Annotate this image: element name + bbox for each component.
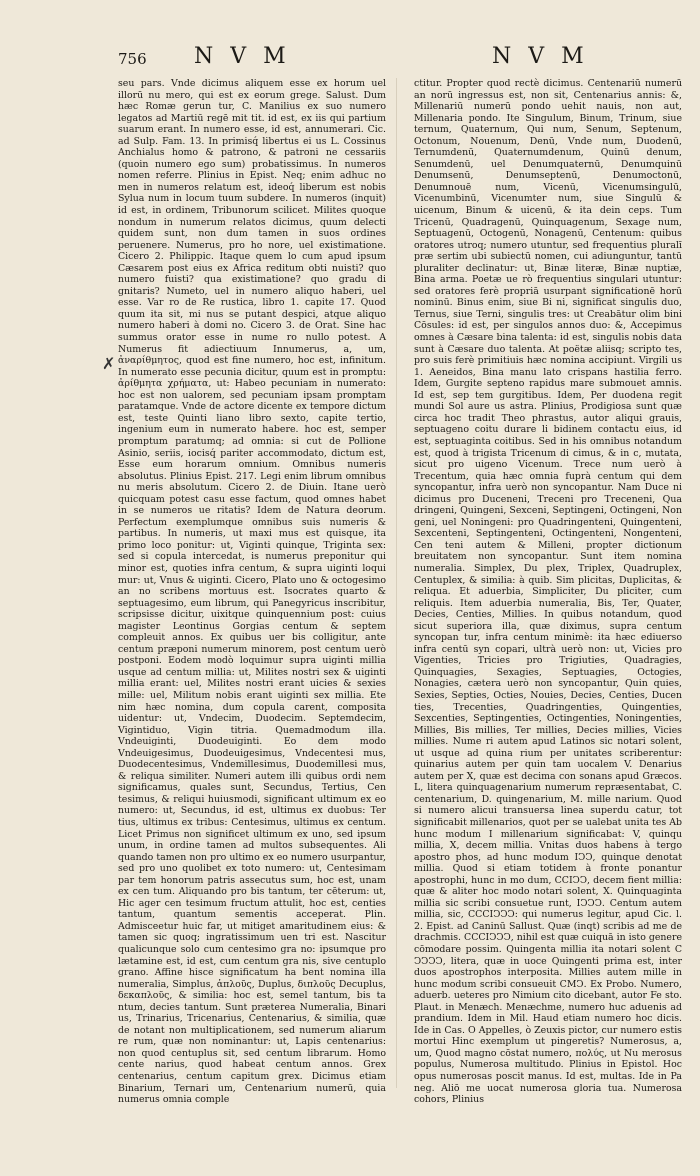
page-number: 756 xyxy=(118,50,147,68)
right-column xyxy=(414,78,682,1106)
right-column-text: ctitur. Propter quod rectè dicimus. Centenariū numerū an norū ingressus est, non sit, Centenarius annis: &, Millenariū numerū pondo uehit nauis, non aut, Millenaria pondo. Ite Singulum, Binum, Trinum, siue ternum, Quaternum, Qui num, Senum, Septenum, Octonum, Nouenum, Denū, Vnde num, Duodenū, Ternumdenū, Quaternumdenum, Quinū denum, Senumdenū, uel Denumquaternū, Denumquinū Denumsenū, Denumseptenū, Denumoctonū, Denumnouē num, Vicenū, Vicenumsingulū, Vicenumbinū, Vicenumter num, siue Singulū & uicenum, Binum & uicenū, & ita dein ceps. Tum Tricenū, Quadragenū, Quinquagenum, Sexage num, Septuagenū, Octogenū, Nonagenū, Centenum: quibus oratores utroq; numero utuntur, sed frequentius pluralī præ sertim ubi subiectū nomen, cui adiunguntur, tantū pluraliter declinatur: ut, Binæ literæ, Binæ nuptiæ, Bina arma. Poetæ ue rò frequentius singulari utuntur: sed oratores ferè propriā usurpant significationē horū nominū. Binus enim, siue Bi ni, significat singulis duo, Ternus, siue Terni, singulis tres: ut Creabātur olim bini Cōsules: id est, per singulos annos duo: &, Accepimus omnes à Cæsare bina talenta: id est, singulis nobis data sunt à Cæsare duo talenta. At poëtæ aliisq; scripto tes, pro suis ferè primitiuis hæc nomina accipiunt. Virgili us 1. Aeneidos, Bina manu lato crispans hastilia ferro. Idem, Gurgite septeno rapidus mare submouet amnis. Id est, sep tem gurgitibus. Idem, Per duodena regit mundi Sol aure us astra. Plinius, Prodigiosa sunt quæ circa hoc tradit Theo phrastus, autor aliqui grauis, septuageno coitu durare li bidinem contactu eius, id est, septuaginta coitibus. Sed in his omnibus notandum est, quod à trigista Tricenum di cimus, & in c, mutata, sicut pro uigeno Vicenum. Trece num uerò à Trecentum, quia hæc omnia fuprà centum qui dem syncopantur, infra uerò non syncopantur. Nam Duce ni dicimus pro Duceneni, Treceni pro Treceneni, Qua dringeni, Quingeni, Sexceni, Septingeni, Octingeni, Non geni, uel Noningeni: pro Quadringenteni, Quingenteni, Sexcenteni, Septingenteni, Octingenteni, Nongenteni, Cen teni autem & Milleni, propter dictionum breuitatem non syncopantur. Sunt item nomina numeralia. Simplex, Du plex, Triplex, Quadruplex, Centuplex, & similia: à quib. Sim plicitas, Duplicitas, & reliqua. Et aduerbia, Simpliciter, Du pliciter, cum reliquis. Item aduerbia numeralia, Bis, Ter, Quater, Decies, Centies, Millies. In quibus notandum, quod sicut superiora illa, quæ diximus, supra centum syncopan tur, infra centum minimè: ita hæc ediuerso infra centū syn copari, ultrà uerò non: ut, Vicies pro Vigenties, Tricies pro Trigiuties, Quadragies, Quinquagies, Sexagies, Septuagies, Octogies, Nonagies, cætera uerò non syncopantur, Quin quies, Sexies, Septies, Octies, Nouies, Decies, Centies, Ducen ties, Trecenties, Quadringenties, Quingenties, Sexcenties, Septingenties, Octingenties, Noningenties, Millies, Bis millies, Ter millies, Decies millies, Vicies millies. Nume ri autem apud Latinos sic notari solent, ut usque ad quina rium per unitates scriberentur: quinarius autem per quin tam uocalem V. Denarius autem per X, quæ est decima con sonans apud Græcos. L, litera quinquagenarium numerum repræsentabat, C. centenarium, D. quingenarium, M. mille narium. Quod si numero alicui transuersa linea superdu catur, tot significabit millenarios, quot per se ualebat unita tes Ab hunc modum I millenarium significabat: V, quinqu millia, X, decem millia. Vnitas duos habens à tergo apostro phos, ad hunc modum IↃↃ, quinque denotat millia. Quod si etiam totidem à fronte ponantur apostrophi, hunc in mo dum, CCIↃↃ, decem fient millia: quæ & aliter hoc modo notari solent, X. Quinquaginta millia sic scribi consuetue runt, IↃↃↃ. Centum autem millia, sic, CCCIↃↃↃ: qui numerus legitur, apud Cic. l. 2. Epist. ad Caninū Sallust. Quæ (inqt) scribis ad me de drachmis. CCCIↃↃↃ, nihil est quæ cuiquā in isto genere cōmodare possim. Quingenta millia ita notari solent C ↃↃↃↃ, litera, quæ in uoce Quingenti prima est, inter duos apostrophos interposita. Millies autem mille in hunc modum scribi consueuit CMↃ. Ex Probo. Numero, aduerb. ueteres pro Nimium cito dicebant, autor Fe sto. Plaut. in Menæch. Menæchme, numero huc aduenis ad prandium. Idem in Mil. Haud etiam numero hoc dicis. Ide in Cas. O Appelles, ò Zeuxis pictor, cur numero estis mortui Hinc exemplum ut pingeretis? Numerosus, a, um, Quod magno cōstat numero, πολύς, ut Nu merosus populus, Numerosa multitudo. Plinius in Epistol. Hoc opus numerosas poscit manus. Id est, multas. Ide in Pa neg. Aliō me uocat numerosa gloria tua. Numerosa cohors, Plinius xyxy=(414,78,682,1106)
right-running-title: N V M xyxy=(492,44,589,69)
left-running-title: N V M xyxy=(194,44,291,69)
column-gutter xyxy=(396,78,397,1088)
running-header xyxy=(0,44,700,74)
margin-cross-mark: ✗ xyxy=(102,354,116,373)
left-column xyxy=(118,78,386,1106)
left-column-text: seu pars. Vnde dicimus aliquem esse ex horum uel illorū nu mero, qui est ex eorum grege. Salust. Dum hæc Romæ gerun tur, C. Manilius ex suo numero legatos ad Martiū regē mit tit. id est, ex iis qui partium suarum erant. In numero esse, id est, annumerari. Cic. ad Sulp. Fam. 13. In primisq́ libertus ei us L. Cossinus Anchialus homo & patrono, & patroni ne cessariis (quoin numero ego sum) probatissimus. In numeros nomen referre. Plinius in Epist. Neq; enim adhuc no men in numeros relatum est, ideoq́ liberum est nobis Sylua num in locum tuum subdere. In numeros (inquit) id est, in ordinem, Tribunorum scilicet. Milites quoque nondum in numerum relatos dicimus, quum delecti quidem sunt, non dum tamen in suos ordines peruenere. Numerus, pro ho nore, uel existimatione. Cicero 2. Philippic. Itaque quem lo cum apud ipsum Cæsarem post eius ex Africa reditum obti nuisti? quo numero fuisti? qua existimatione? quo gradu di gnitaris? Numeto, uel in numero aliquo haberi, uel esse. Var ro de Re rustica, libro 1. capite 17. Quod quum ita sit, mi nus se putant despici, atque aliquo numero haberi à domi no. Cicero 3. de Orat. Sine hac summus orator esse in nume ro nullo potest. A Numerus fit adiectiuum Innumerus, a, um, ἀναρίθμητος, quod est fine numero, hoc est, infinitum. In numerato esse pecunia dicitur, quum est in promptu: ἀρίθμητα χρήματα, ut: Habeo pecuniam in numerato: hoc est non ualorem, sed pecuniam ipsam promptam paratamque. Vnde de actore dicente ex tempore dictum est, teste Quinti liano libro sexto, capite tertio, ingenium eum in numerato habere. hoc est, semper promptum paratumq; ad omnia: si cut de Pollione Asinio, seriis, iocisq́ pariter accommodato, dictum est, Esse eum horarum omnium. Omnibus numeris absolutus. Plinius Epist. 217. Legi enim librum omnibus nu meris absolutum. Cicero 2. de Diuin. Itane uerò quicquam potest casu esse factum, quod omnes habet in se numeros ue ritatis? Idem de Natura deorum. Perfectum exemplumque omnibus suis numeris & partibus. In numeris, ut maxi mus est quisque, ita primo loco ponitur: ut, Viginti quinque, Triginta sex: sed si copula intercedat, is numerus preponitur qui minor est, quoties infra centum, & supra uiginti loqui mur: ut, Vnus & uiginti. Cicero, Plato uno & octogesimo an no scribens mortuus est. Isocrates quarto & septuagesimo, eum librum, qui Panegyricus inscribitur, scripsisse dicitur, uixitque quinquennium post: cuius magister Leontinus Gorgias centum & septem compleuit annos. Ex quibus uer bis colligitur, ante centum præponi numerum minorem, post centum uerò postponi. Eodem modò loquimur supra uiginti millia usque ad centum millia: ut, Milites nostri sex & uiginti millia erant: uel, Milites nostri erant uicies & sexies mille: uel, Militum nobis erant uiginti sex millia. Ete nim hæc nomina, dum copula carent, composita uidentur: ut, Vndecim, Duodecim. Septemdecim, Vigintiduo, Vigin titria. Quemadmodum illa. Vndeuiginti, Duodeuiginti. Eo dem modo Vndeuigesimus, Duodeuigesimus, Vndecentesi mus, Duodecentesimus, Vndemillesimus, Duodemillesi mus, & reliqua similiter. Numeri autem illi quibus ordi nem significamus, quales sunt, Secundus, Tertius, Cen tesimus, & reliqui huiusmodi, significant ultimum ex eo numero: ut, Secundus, id est, ultimus ex duobus: Ter tius, ultimus ex tribus: Centesimus, ultimus ex centum. Licet Primus non significet ultimum ex uno, sed ipsum unum, in ordine tamen ad multos subsequentes. Ali quando tamen non pro ultimo ex eo numero usurpantur, sed pro uno quolibet ex toto numero: ut, Centesimam par tem honorum patris assecutus sum, hoc est, unam ex cen tum. Aliquando pro bis tantum, ter cēterum: ut, Hic ager cen tesimum fructum attulit, hoc est, centies tantum, quantum sementis acceperat. Plin. Admisceetur huic far, ut mitiget amaritudinem eius: & tamen sic quoq; ingratissimum uen tri est. Nascitur qualicunque solo cum centesimo gra no: ipsumque pro lætamine est, id est, cum centum gra nis, sive centuplo grano. Affine hisce significatum ha bent nomina illa numeralia, Simplus, ἁπλοῦς, Duplus, διπλοῦς Decuplus, δεκαπλοῦς, & similia: hoc est, semel tantum, bis ta ntum, decies tantum. Sunt præterea Numeralia, Binari us, Trinarius, Tricenarius, Centenarius, & similia, quæ de notant non multiplicationem, sed numerum aliarum re rum, quæ non nominantur: ut, Lapis centenarius: non quod centuplus sit, sed centum librarum. Homo cente narius, quod habeat centum annos. Grex centenarius, centum capitum grex. Dicimus etiam Binarium, Ternari um, Centenarium numerū, quia numerus omnia comple xyxy=(118,78,386,1106)
